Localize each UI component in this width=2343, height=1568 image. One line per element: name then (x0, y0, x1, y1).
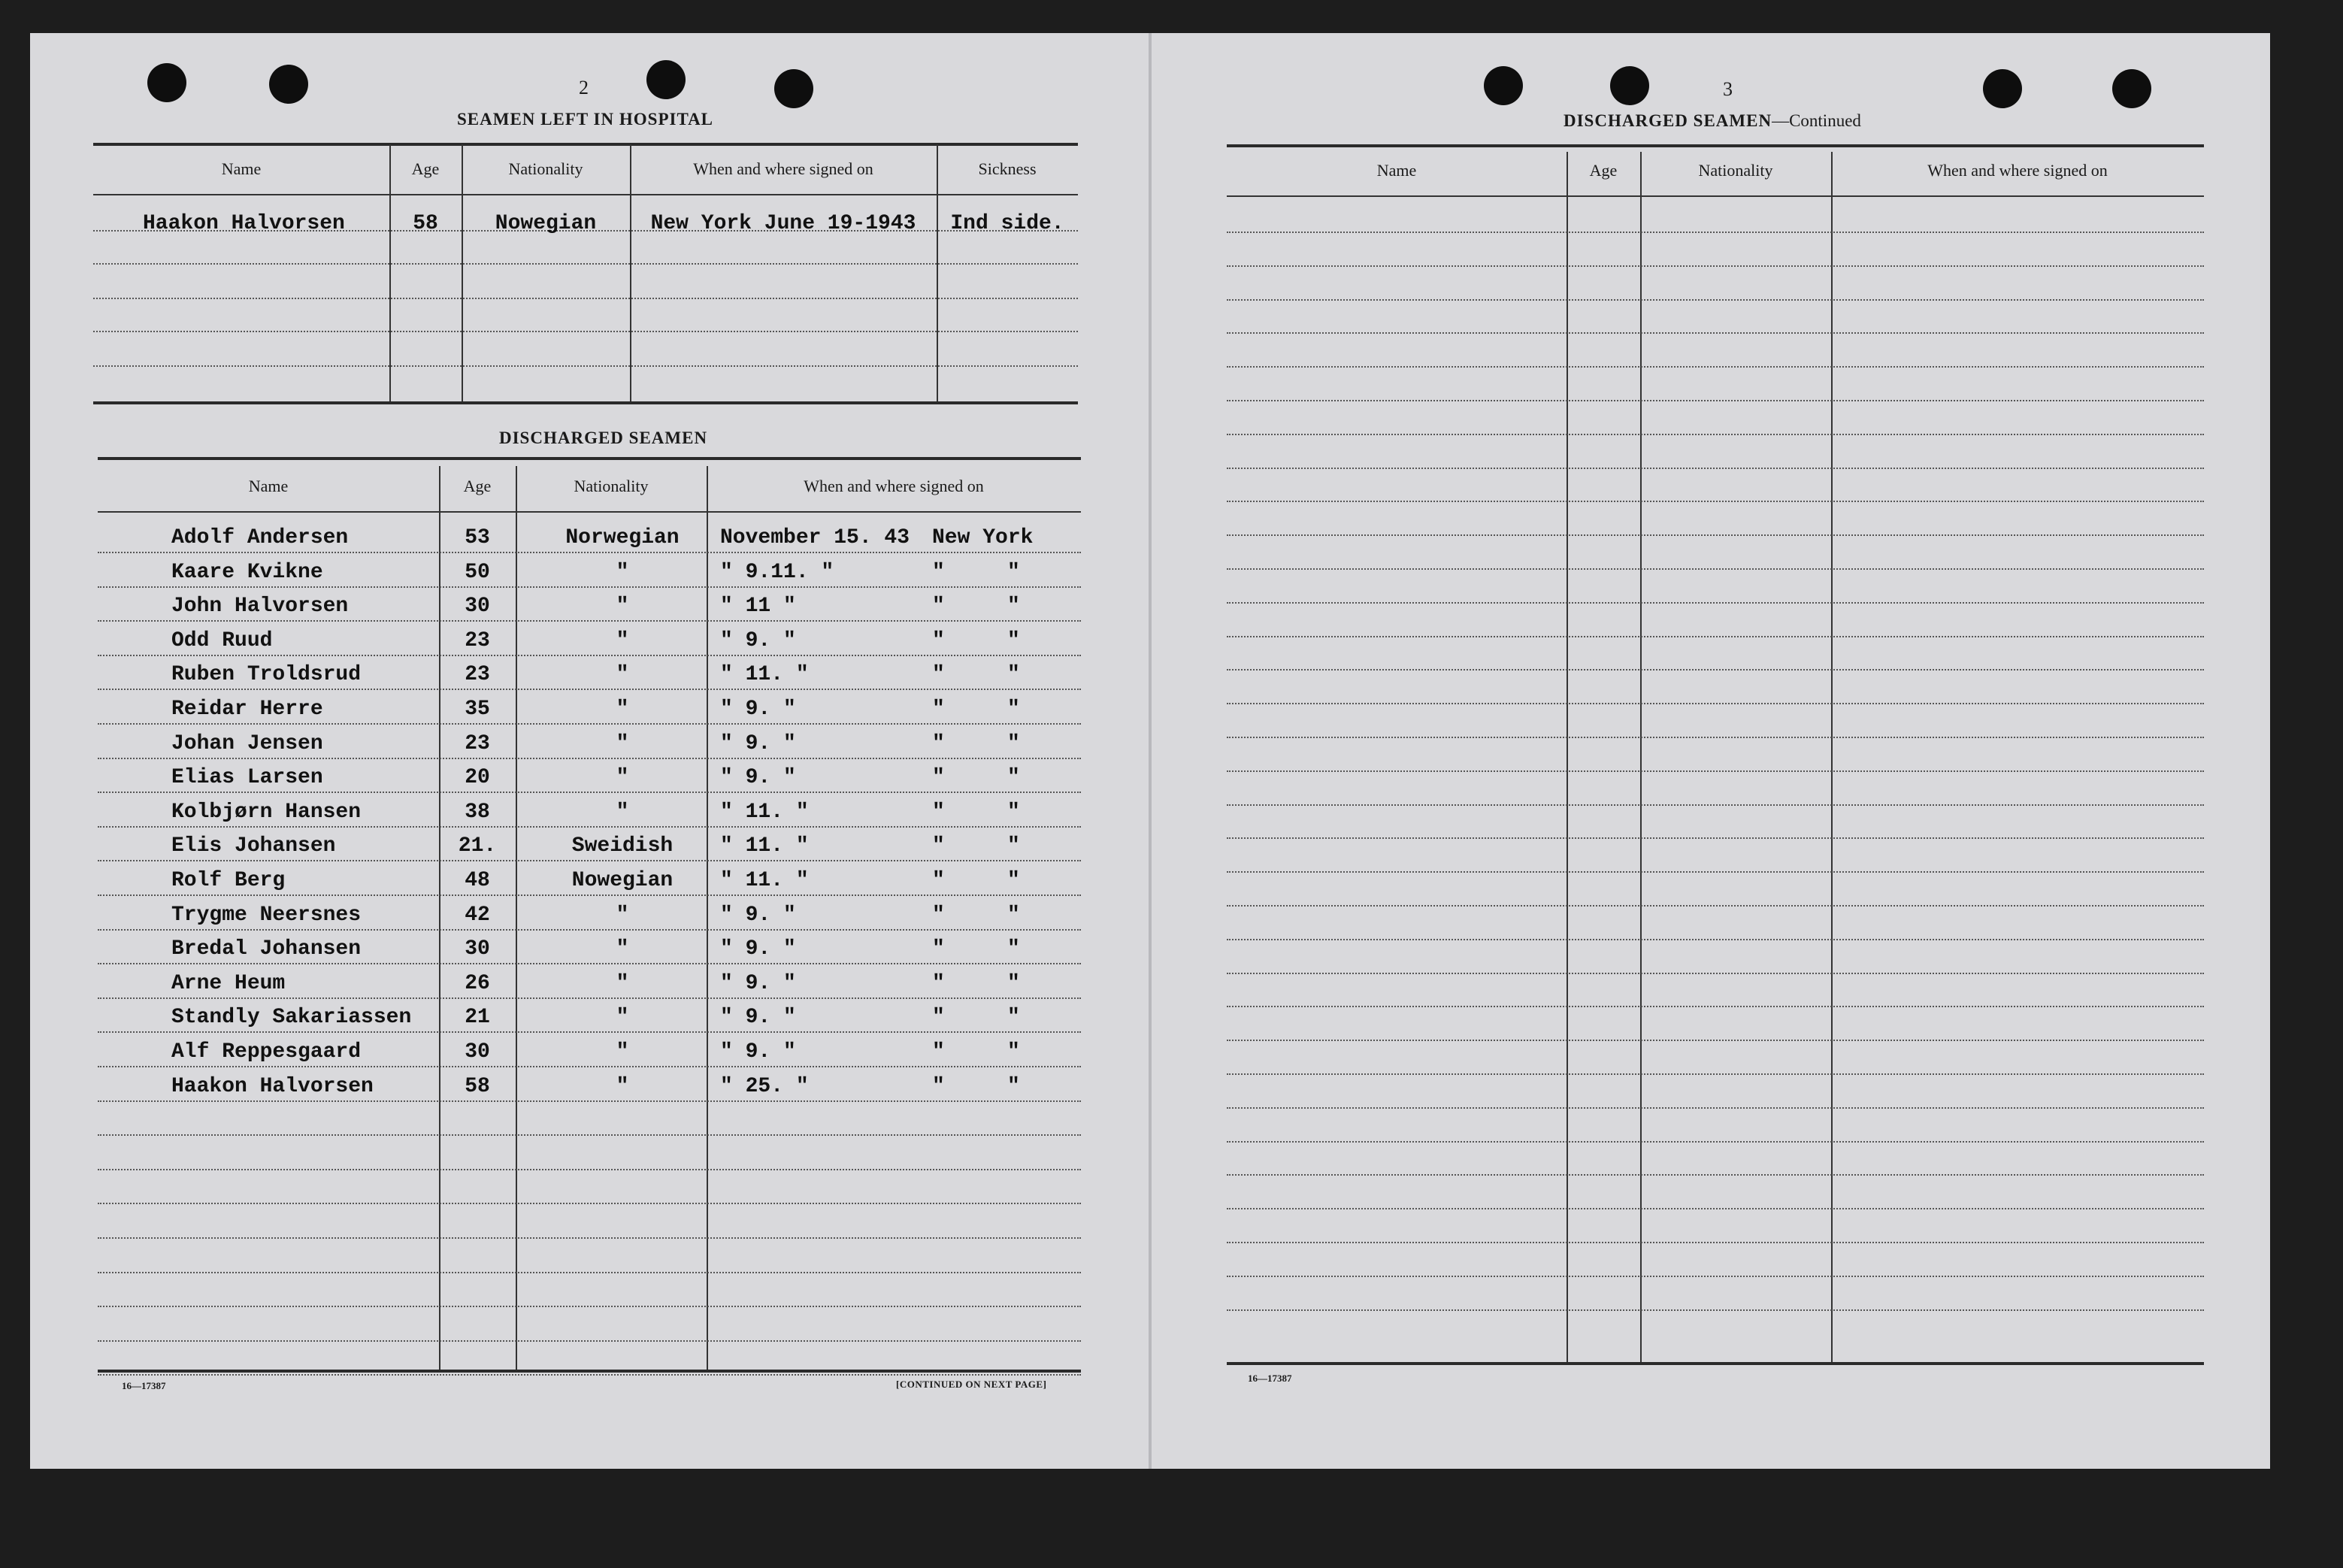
punch-hole (1484, 66, 1523, 105)
entry-line (98, 826, 1081, 828)
seaman-nationality-cell: " (616, 595, 629, 618)
header-rule (93, 194, 1078, 195)
entry-line (1227, 299, 2204, 301)
seaman-nationality-cell: " (616, 1006, 629, 1029)
entry-line (1227, 534, 2204, 536)
seaman-name-cell: Haakon Halvorsen (171, 1075, 374, 1098)
entry-line (98, 1272, 1081, 1273)
table-top-rule (1227, 144, 2204, 147)
entry-line (93, 365, 1078, 367)
seaman-signed-date-cell: " 9. " (720, 1040, 796, 1064)
seaman-nationality-cell: " (616, 972, 629, 995)
entry-line (1227, 837, 2204, 839)
seaman-signed-date-cell: " 9. " (720, 904, 796, 927)
seaman-signed-place-cell: " (932, 1040, 945, 1064)
entry-line (1227, 1073, 2204, 1075)
entry-line (98, 1169, 1081, 1170)
column-divider (707, 466, 708, 1371)
seaman-signed-place-ditto-cell: " (1007, 1006, 1020, 1029)
entry-line (98, 860, 1081, 861)
seaman-nationality-cell: Norwegian (565, 526, 680, 549)
seaman-signed-place-ditto-cell: " (1007, 937, 1020, 961)
seaman-name-cell: Kaare Kvikne (171, 561, 323, 584)
entry-line (98, 1340, 1081, 1342)
hospital-age-cell: 58 (413, 212, 438, 235)
seaman-signed-place-ditto-cell: " (1007, 1075, 1020, 1098)
seaman-signed-place-cell: " (932, 972, 945, 995)
seaman-signed-date-cell: " 9. " (720, 698, 796, 721)
seaman-nationality-cell: Nowegian (571, 869, 674, 892)
punch-hole (774, 69, 813, 108)
seaman-nationality-cell: " (616, 663, 629, 686)
discharged-section-title: DISCHARGED SEAMEN (499, 428, 708, 447)
seaman-signed-place-ditto-cell: " (1007, 561, 1020, 584)
seaman-signed-place-ditto-cell: " (1007, 663, 1020, 686)
header-signed-on: When and where signed on (693, 159, 873, 178)
seaman-name-cell: Bredal Johansen (171, 937, 362, 961)
entry-line (1227, 400, 2204, 401)
entry-line (1227, 1141, 2204, 1143)
seaman-name-cell: Trygme Neersnes (171, 904, 362, 927)
entry-line (98, 1306, 1081, 1307)
entry-line (1227, 973, 2204, 974)
entry-line (93, 331, 1078, 332)
seaman-age-cell: 23 (465, 629, 490, 652)
entry-line (1227, 939, 2204, 940)
seaman-nationality-cell: " (616, 732, 629, 755)
continued-section-title (1564, 111, 1861, 131)
seaman-age-cell: 53 (465, 526, 490, 549)
entry-line (1227, 636, 2204, 637)
entry-line (98, 620, 1081, 622)
header-rule (1227, 195, 2204, 197)
entry-line (98, 689, 1081, 690)
seaman-nationality-cell: " (616, 1040, 629, 1064)
entry-line (1227, 1242, 2204, 1243)
entry-line (1227, 468, 2204, 469)
seaman-name-cell: Elias Larsen (171, 766, 323, 789)
entry-line (1227, 1107, 2204, 1109)
table-top-rule (93, 143, 1078, 146)
seaman-signed-place-cell: " (932, 869, 945, 892)
table-bottom-rule (98, 1370, 1081, 1373)
seaman-age-cell: 20 (465, 766, 490, 789)
entry-line (1227, 703, 2204, 704)
form-number: 16—17387 (122, 1380, 166, 1391)
entry-line (1227, 1309, 2204, 1311)
entry-line (98, 1066, 1081, 1067)
seaman-name-cell: Odd Ruud (171, 629, 273, 652)
seaman-name-cell: Elis Johansen (171, 834, 336, 858)
entry-line (1227, 568, 2204, 570)
entry-line (1227, 1276, 2204, 1277)
seaman-name-cell: Arne Heum (171, 972, 286, 995)
header-sickness: Sickness (978, 159, 1037, 178)
entry-line (98, 1203, 1081, 1204)
table-bottom-rule (1227, 1362, 2204, 1365)
entry-line (1227, 332, 2204, 334)
entry-line (98, 655, 1081, 656)
header-signed-on: When and where signed on (804, 477, 984, 495)
seaman-signed-place-ditto-cell: " (1007, 869, 1020, 892)
seaman-signed-place-cell: " (932, 732, 945, 755)
seaman-signed-place-cell: " (932, 663, 945, 686)
seaman-signed-place-cell: " (932, 1075, 945, 1098)
seaman-name-cell: Johan Jensen (171, 732, 323, 755)
seaman-name-cell: Alf Reppesgaard (171, 1040, 362, 1064)
entry-line (1227, 602, 2204, 604)
entry-line (98, 552, 1081, 553)
table-bottom-rule (93, 401, 1078, 404)
punch-hole (1983, 69, 2022, 108)
punch-hole (1610, 66, 1649, 105)
hospital-section-title: SEAMEN LEFT IN HOSPITAL (457, 110, 714, 129)
seaman-signed-place-ditto-cell: " (1007, 972, 1020, 995)
continued-title-suffix: —Continued (1772, 111, 1861, 130)
entry-line (98, 758, 1081, 759)
seaman-signed-date-cell: " 11 " (720, 595, 796, 618)
seaman-name-cell: Ruben Troldsrud (171, 663, 362, 686)
entry-line (1227, 669, 2204, 670)
seaman-signed-place-ditto-cell: " (1007, 732, 1020, 755)
seaman-signed-place-ditto-cell: " (1007, 1040, 1020, 1064)
seaman-nationality-cell: " (616, 766, 629, 789)
entry-line (98, 1237, 1081, 1239)
punch-hole (2112, 69, 2151, 108)
header-name: Name (248, 477, 289, 495)
continued-title-main: DISCHARGED SEAMEN (1564, 111, 1772, 130)
seaman-signed-date-cell: November 15. 43 (720, 526, 910, 549)
seaman-nationality-cell: " (616, 561, 629, 584)
seaman-name-cell: Adolf Andersen (171, 526, 349, 549)
seaman-age-cell: 30 (465, 595, 490, 618)
entry-line (98, 894, 1081, 896)
seaman-signed-date-cell: " 9. " (720, 732, 796, 755)
punch-hole (147, 63, 186, 102)
seaman-signed-place-ditto-cell: " (1007, 801, 1020, 824)
entry-line (98, 1031, 1081, 1033)
seaman-signed-date-cell: " 9.11. " (720, 561, 834, 584)
entry-line (98, 1134, 1081, 1136)
header-name: Name (221, 159, 262, 178)
entry-line (98, 997, 1081, 999)
entry-line (1227, 770, 2204, 772)
seaman-signed-date-cell: " 9. " (720, 766, 796, 789)
seaman-signed-place-ditto-cell: " (1007, 629, 1020, 652)
seaman-name-cell: Standly Sakariassen (171, 1006, 412, 1029)
entry-line (1227, 737, 2204, 738)
header-age: Age (411, 159, 440, 178)
entry-line (1227, 501, 2204, 502)
entry-line (1227, 1174, 2204, 1176)
page-number: 3 (1723, 78, 1733, 100)
seaman-signed-place-cell: " (932, 904, 945, 927)
hospital-name-cell: Haakon Halvorsen (143, 212, 345, 235)
header-nationality: Nationality (1698, 161, 1773, 180)
entry-line (1227, 434, 2204, 435)
seaman-age-cell: 23 (465, 663, 490, 686)
seaman-signed-place-cell: New York (932, 526, 1034, 549)
header-age: Age (1589, 161, 1618, 180)
seaman-signed-date-cell: " 11. " (720, 801, 809, 824)
form-number: 16—17387 (1248, 1373, 1292, 1384)
entry-line (1227, 871, 2204, 873)
seaman-nationality-cell: " (616, 801, 629, 824)
entry-line (1227, 1208, 2204, 1209)
seaman-signed-place-ditto-cell: " (1007, 904, 1020, 927)
entry-line (98, 929, 1081, 931)
seaman-signed-date-cell: " 11. " (720, 663, 809, 686)
hospital-sickness-cell: Ind side. (950, 212, 1064, 235)
seaman-nationality-cell: Sweidish (571, 834, 674, 858)
hospital-nationality-cell: Nowegian (495, 212, 597, 235)
seaman-signed-place-ditto-cell: " (1007, 766, 1020, 789)
seaman-nationality-cell: " (616, 937, 629, 961)
seaman-signed-place-cell: " (932, 834, 945, 858)
seaman-signed-place-cell: " (932, 937, 945, 961)
seaman-name-cell: John Halvorsen (171, 595, 349, 618)
seaman-signed-place-cell: " (932, 801, 945, 824)
entry-line (98, 1100, 1081, 1102)
seaman-age-cell: 38 (465, 801, 490, 824)
header-nationality: Nationality (574, 477, 649, 495)
header-signed-on: When and where signed on (1927, 161, 2108, 180)
header-rule (98, 511, 1081, 513)
seaman-name-cell: Rolf Berg (171, 869, 286, 892)
seaman-age-cell: 30 (465, 1040, 490, 1064)
entry-line (93, 298, 1078, 299)
hospital-signed-on-cell: New York June 19-1943 (650, 212, 916, 235)
entry-line (98, 1374, 1081, 1376)
entry-line (93, 263, 1078, 265)
continued-note: [CONTINUED ON NEXT PAGE] (896, 1379, 1047, 1390)
header-age: Age (463, 477, 492, 495)
seaman-signed-date-cell: " 9. " (720, 629, 796, 652)
seaman-age-cell: 50 (465, 561, 490, 584)
seaman-signed-place-cell: " (932, 629, 945, 652)
punch-hole (646, 60, 686, 99)
entry-line (1227, 804, 2204, 806)
seaman-signed-date-cell: " 25. " (720, 1075, 809, 1098)
seaman-signed-place-ditto-cell: " (1007, 698, 1020, 721)
seaman-signed-date-cell: " 9. " (720, 937, 796, 961)
seaman-signed-date-cell: " 11. " (720, 834, 809, 858)
seaman-signed-place-cell: " (932, 561, 945, 584)
header-name: Name (1376, 161, 1417, 180)
column-divider (516, 466, 517, 1371)
punch-hole (269, 65, 308, 104)
header-nationality: Nationality (508, 159, 583, 178)
seaman-age-cell: 48 (465, 869, 490, 892)
entry-line (98, 586, 1081, 588)
seaman-signed-place-cell: " (932, 766, 945, 789)
entry-line (1227, 366, 2204, 368)
seaman-signed-place-ditto-cell: " (1007, 595, 1020, 618)
seaman-nationality-cell: " (616, 629, 629, 652)
entry-line (1227, 265, 2204, 267)
seaman-name-cell: Kolbjørn Hansen (171, 801, 362, 824)
entry-line (1227, 1006, 2204, 1007)
seaman-signed-place-cell: " (932, 595, 945, 618)
seaman-age-cell: 30 (465, 937, 490, 961)
entry-line (98, 792, 1081, 793)
seaman-age-cell: 23 (465, 732, 490, 755)
seaman-signed-place-cell: " (932, 698, 945, 721)
table-top-rule (98, 457, 1081, 460)
seaman-nationality-cell: " (616, 698, 629, 721)
seaman-nationality-cell: " (616, 1075, 629, 1098)
seaman-age-cell: 21 (465, 1006, 490, 1029)
seaman-signed-date-cell: " 11. " (720, 869, 809, 892)
entry-line (1227, 905, 2204, 907)
seaman-age-cell: 21. (458, 834, 497, 858)
seaman-age-cell: 35 (465, 698, 490, 721)
seaman-signed-place-cell: " (932, 1006, 945, 1029)
entry-line (98, 723, 1081, 725)
seaman-signed-date-cell: " 9. " (720, 1006, 796, 1029)
entry-line (1227, 232, 2204, 233)
seaman-name-cell: Reidar Herre (171, 698, 323, 721)
seaman-signed-place-ditto-cell: " (1007, 834, 1020, 858)
seaman-age-cell: 42 (465, 904, 490, 927)
seaman-age-cell: 26 (465, 972, 490, 995)
seaman-nationality-cell: " (616, 904, 629, 927)
page-fold (1149, 33, 1152, 1469)
entry-line (1227, 1040, 2204, 1041)
seaman-age-cell: 58 (465, 1075, 490, 1098)
seaman-signed-date-cell: " 9. " (720, 972, 796, 995)
page-number: 2 (579, 77, 589, 98)
right-page (1150, 33, 2270, 1469)
entry-line (98, 963, 1081, 964)
